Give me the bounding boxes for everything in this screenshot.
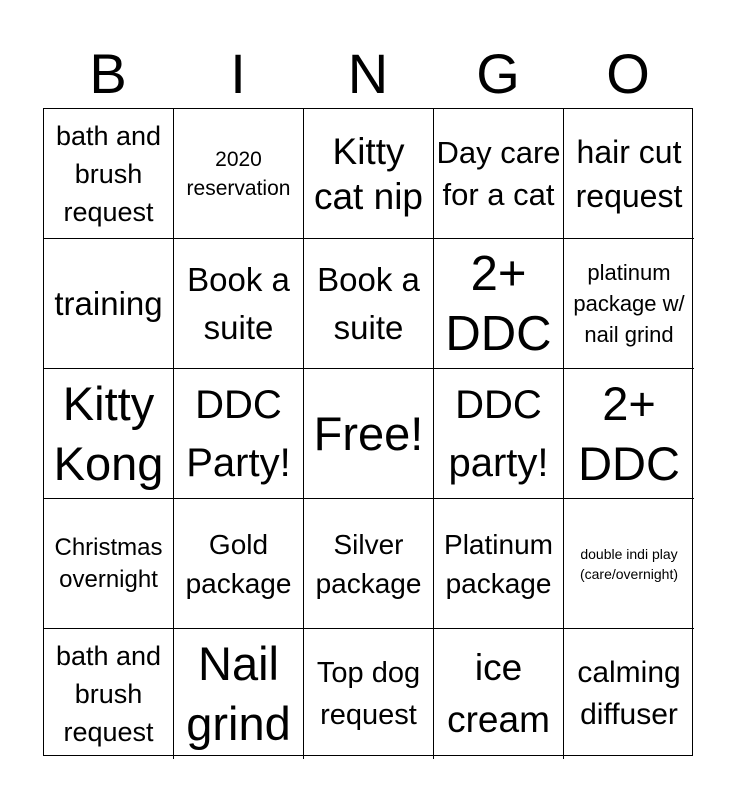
bingo-cell-text: Gold package [185, 528, 292, 599]
bingo-cell-text: double indi play (care/overnight) [579, 545, 679, 582]
bingo-header [43, 40, 693, 108]
bingo-cell[interactable] [174, 369, 304, 499]
bingo-cell[interactable] [44, 109, 174, 239]
bingo-cell-text: platinum package w/ nail grind [573, 260, 685, 347]
bingo-cell-text: Kitty Kong [53, 376, 164, 490]
bingo-cell-text: bath and brush request [55, 641, 162, 747]
bingo-cell[interactable] [174, 499, 304, 629]
bingo-cell[interactable] [564, 109, 694, 239]
bingo-cell-text: 2+ DDC [445, 246, 552, 361]
bingo-cell[interactable] [304, 109, 434, 239]
bingo-cell[interactable] [564, 629, 694, 759]
bingo-cell[interactable] [564, 239, 694, 369]
bingo-cell-text: Christmas overnight [54, 533, 163, 593]
bingo-cell[interactable] [434, 369, 564, 499]
bingo-cell-text: Nail grind [186, 637, 291, 750]
bingo-cell-text: Kitty cat nip [313, 130, 423, 217]
bingo-cell[interactable] [304, 239, 434, 369]
bingo-cell[interactable] [304, 369, 434, 499]
bingo-cell[interactable] [174, 239, 304, 369]
bingo-cell-text: Silver package [315, 528, 422, 599]
bingo-cell[interactable] [434, 629, 564, 759]
header-letter-i: I [230, 42, 246, 105]
bingo-cell[interactable] [434, 109, 564, 239]
bingo-cell[interactable] [304, 629, 434, 759]
bingo-cell-text: Book a suite [187, 260, 290, 346]
header-letter-g: G [476, 42, 520, 105]
bingo-cell-text: Top dog request [316, 657, 421, 731]
bingo-cell-text: Day care for a cat [436, 134, 561, 212]
bingo-cell-text: training [54, 284, 163, 322]
bingo-cell-text: calming diffuser [577, 656, 681, 731]
header-letter-b: B [89, 42, 127, 105]
bingo-cell-text: ice cream [447, 647, 550, 740]
bingo-cell[interactable] [564, 499, 694, 629]
bingo-cell[interactable] [564, 369, 694, 499]
bingo-cell-text: hair cut request [575, 133, 683, 214]
bingo-cell-text: Platinum package [444, 528, 553, 599]
header-letter-o: O [606, 42, 650, 105]
bingo-cell[interactable] [434, 499, 564, 629]
bingo-cell[interactable] [304, 499, 434, 629]
bingo-cell[interactable] [44, 499, 174, 629]
bingo-card-grid [43, 108, 693, 756]
bingo-cell[interactable] [174, 109, 304, 239]
bingo-cell-text: bath and brush request [55, 120, 162, 227]
bingo-cell[interactable] [44, 239, 174, 369]
header-letter-n: N [347, 42, 389, 105]
bingo-cell-text: DDC party! [448, 382, 549, 485]
bingo-cell-text: DDC Party! [186, 382, 291, 485]
bingo-cell[interactable] [44, 629, 174, 759]
bingo-cell[interactable] [174, 629, 304, 759]
bingo-cell-text: 2+ DDC [578, 376, 680, 490]
bingo-cell[interactable] [434, 239, 564, 369]
bingo-cell-text: 2020 reservation [186, 147, 291, 200]
bingo-cell-text: Book a suite [317, 260, 420, 346]
bingo-cell-text: Free! [313, 406, 424, 460]
bingo-cell[interactable] [44, 369, 174, 499]
